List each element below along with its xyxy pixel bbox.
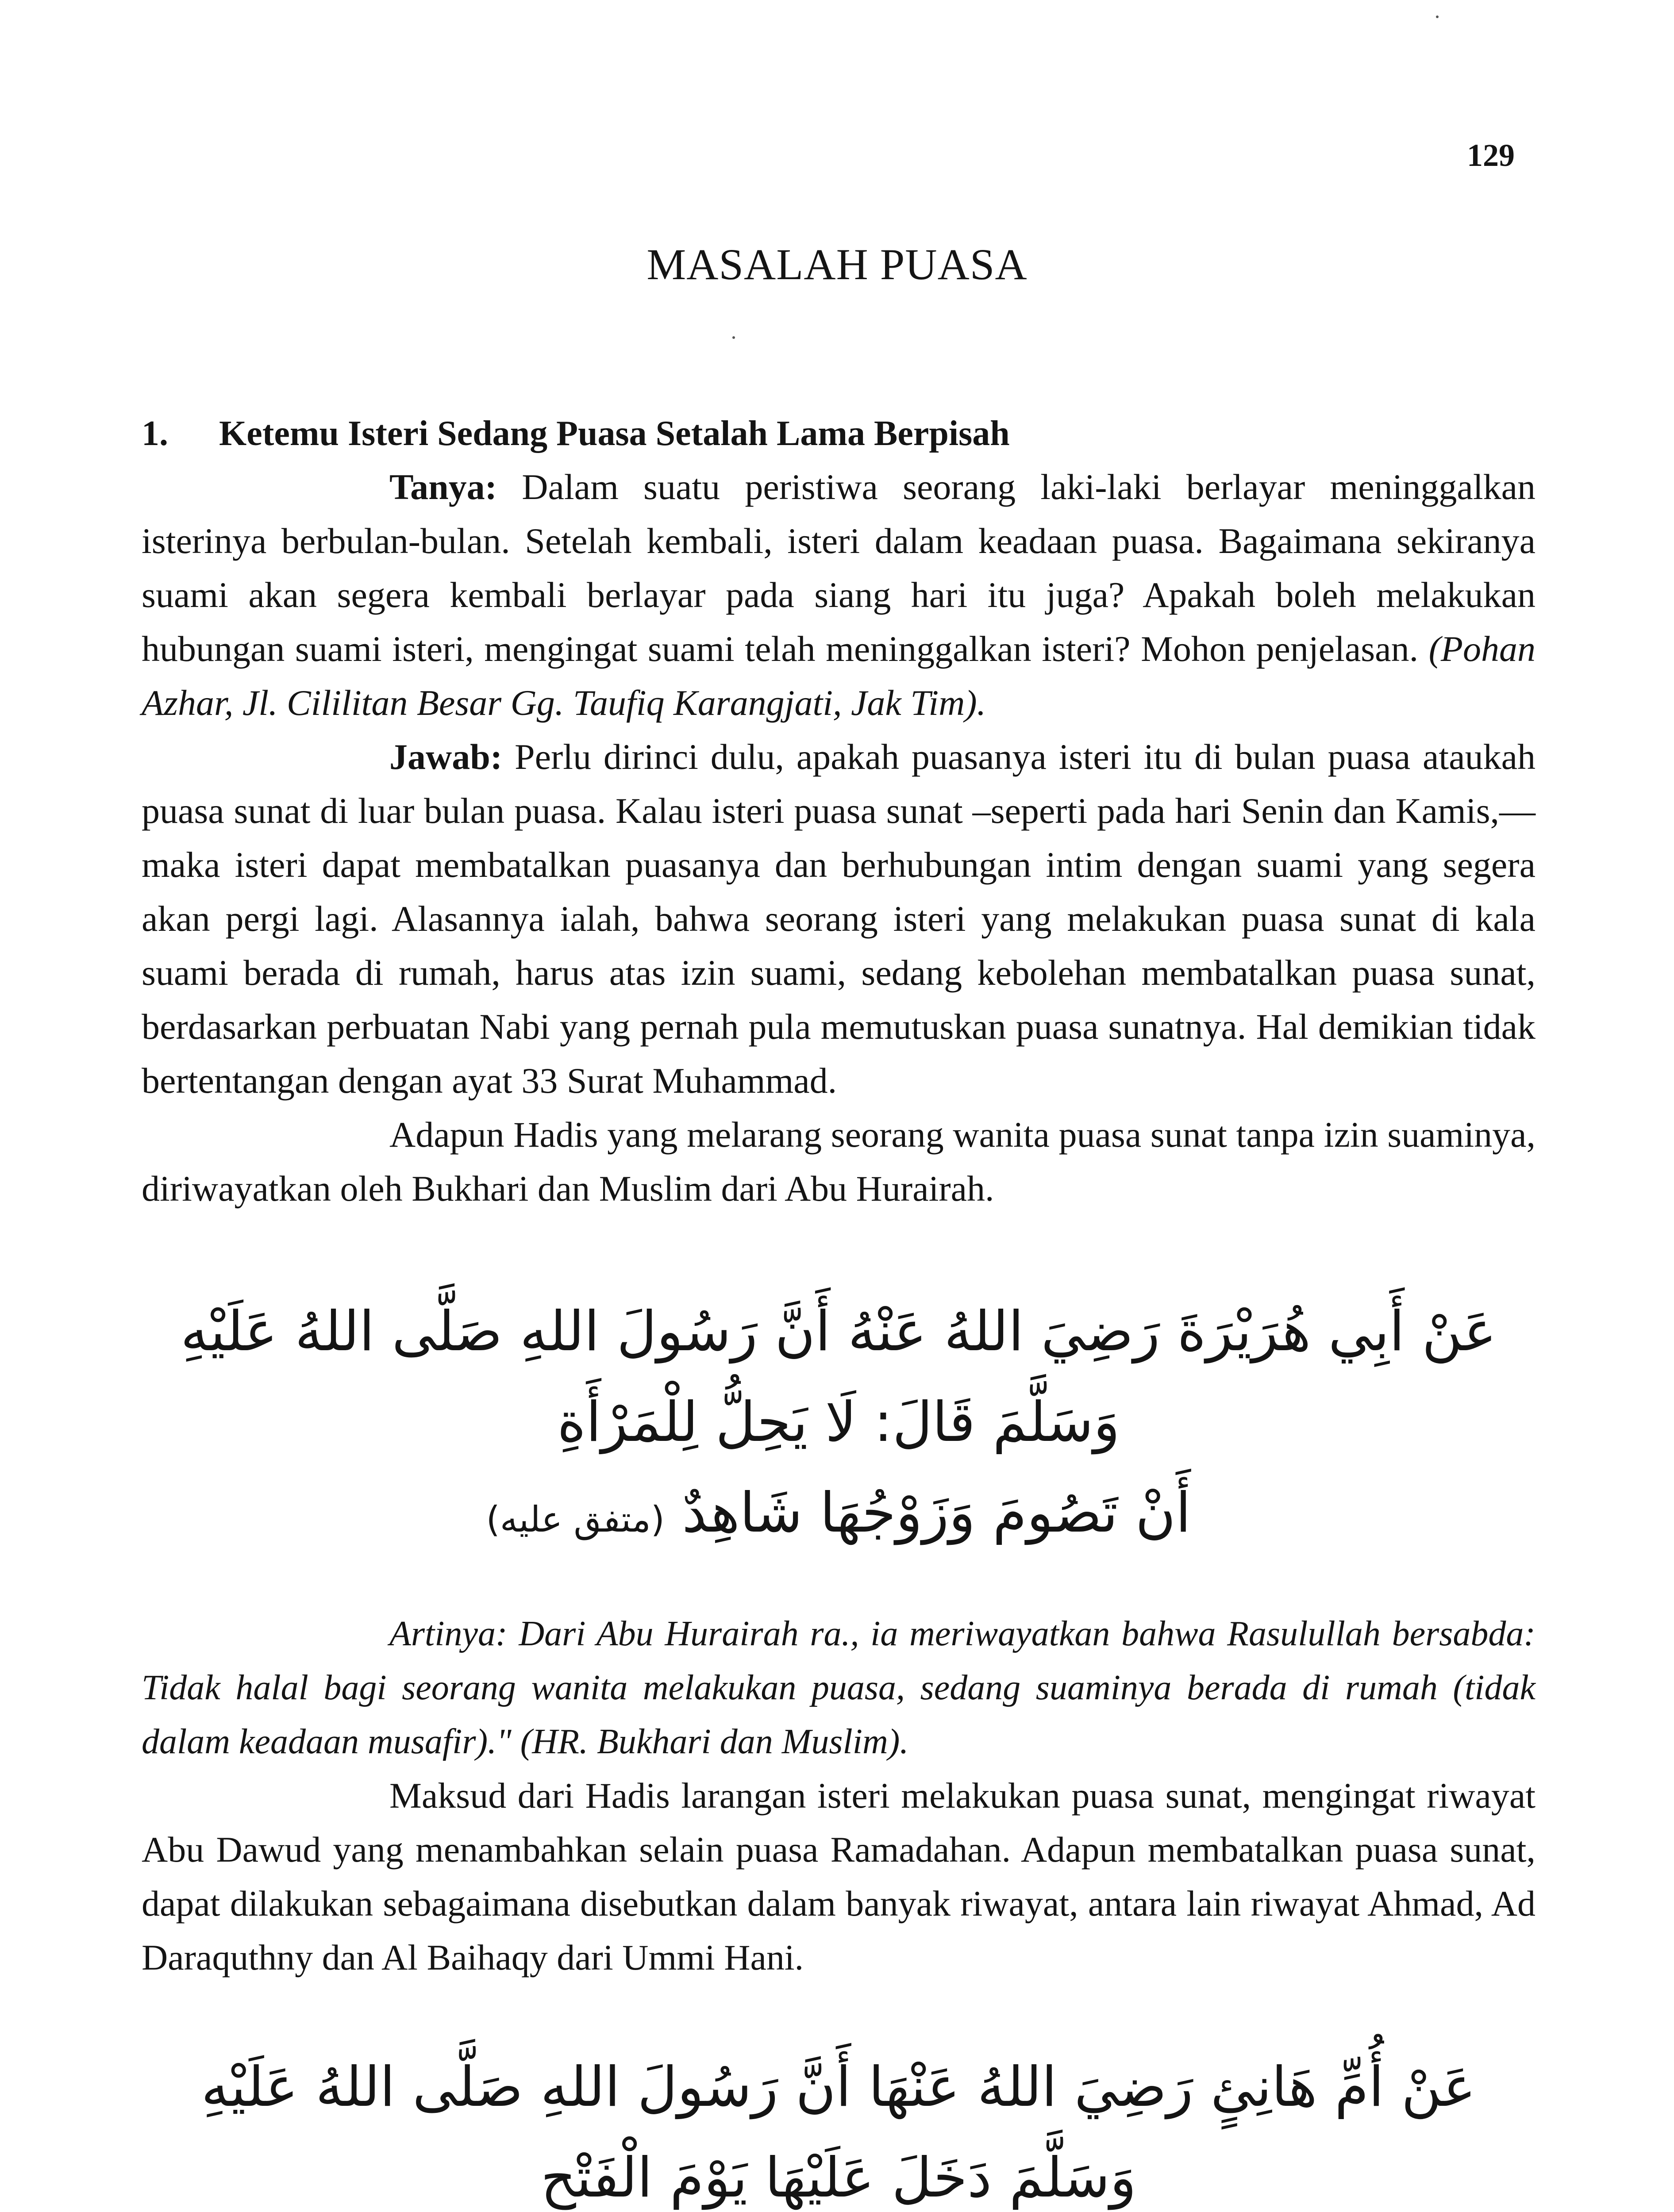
- hadith-2-line-1: عَنْ أُمِّ هَانِئٍ رَضِيَ اللهُ عَنْهَا أَنَّ رَسُولَ اللهِ صَلَّى اللهُ عَلَيْهِ وَسَلَّمَ دَخَلَ عَلَيْهَا يَوْمَ الْفَتْحِ: [201, 2055, 1476, 2210]
- question-sender: (Pohan Azhar, Jl. Cililitan Besar Gg. Taufiq Karangjati, Jak Tim).: [142, 629, 1535, 723]
- explanation-paragraph: Maksud dari Hadis larangan isteri melakukan puasa sunat, mengingat riwayat Abu Dawud yang menambahkan selain puasa Ramadahan. Adapun membatalkan puasa sunat, dapat dilakukan sebagaimana disebutkan dalam banyak riwayat, antara lain riwayat Ahmad, Ad Daraquthny dan Al Baihaqy dari Ummi Hani.: [142, 1775, 1535, 1978]
- question-label: Tanya:: [389, 467, 497, 507]
- scan-speck: [732, 336, 735, 339]
- hadith-1-line-1: عَنْ أَبِي هُرَيْرَةَ رَضِيَ اللهُ عَنْهُ أَنَّ رَسُولَ اللهِ صَلَّى اللهُ عَلَيْهِ وَسَلَّمَ قَالَ: لَا يَحِلُّ لِلْمَرْأَةِ: [181, 1300, 1497, 1454]
- question-text: Dalam suatu peristiwa seorang laki-laki berlayar meninggalkan isterinya berbulan-bulan. Setelah kembali, isteri dalam keadaan puasa. Bagaimana sekiranya suami akan segera kembali berlayar pada siang hari itu juga? Apakah boleh melakukan hubungan suami isteri, mengingat suami telah meninggalkan isteri? Mohon penjelasan.: [142, 467, 1536, 669]
- hadith-arabic-block-1: [142, 1286, 1535, 1565]
- answer-label: Jawab:: [389, 737, 503, 777]
- question-paragraph: [142, 460, 1535, 730]
- hadith-1-line-2: [142, 1468, 1535, 1565]
- section-number: 1.: [142, 414, 168, 453]
- hadith-1-translation: [142, 1607, 1535, 1769]
- section-title: Ketemu Isteri Sedang Puasa Setalah Lama Berpisah: [219, 414, 1010, 453]
- hadith-intro-paragraph: Adapun Hadis yang melarang seorang wanita puasa sunat tanpa izin suaminya, diriwayatkan oleh Bukhari dan Muslim dari Abu Hurairah.: [142, 1114, 1535, 1209]
- answer-paragraph: [142, 730, 1535, 1108]
- hadith-1-source: (متفق عليه): [486, 1499, 665, 1540]
- answer-text: Perlu dirinci dulu, apakah puasanya isteri itu di bulan puasa ataukah puasa sunat di luar bulan puasa. Kalau isteri puasa sunat –seperti pada hari Senin dan Kamis,— maka isteri dapat membatalkan puasanya dan berhubungan intim dengan suami yang segera akan pergi lagi. Alasannya ialah, bahwa seorang isteri yang melakukan puasa sunat di kala suami berada di rumah, harus atas izin suami, sedang kebolehan membatalkan puasa sunat, berdasarkan perbuatan Nabi yang pernah pula memutuskan puasa sunatnya. Hal demikian tidak bertentangan dengan ayat 33 Surat Muhammad.: [142, 737, 1536, 1101]
- translation-text: Artinya: Dari Abu Hurairah ra., ia meriwayatkan bahwa Rasulullah bersabda: Tidak halal bagi seorang wanita melakukan puasa, sedang suaminya berada di rumah (tidak dalam keadaan musafir).": [142, 1614, 1535, 1761]
- page-body: [142, 407, 1535, 2212]
- hadith-arabic-block-2: [142, 2042, 1535, 2212]
- section-heading: [142, 407, 1535, 460]
- chapter-title: MASALAH PUASA: [647, 240, 1027, 289]
- page-number: 129: [1467, 138, 1515, 173]
- hadith-1-line-2-text: أَنْ تَصُومَ وَزَوْجُهَا شَاهِدٌ: [682, 1481, 1191, 1545]
- scan-speck: [1436, 15, 1439, 18]
- translation-citation: (HR. Bukhari dan Muslim).: [520, 1722, 909, 1761]
